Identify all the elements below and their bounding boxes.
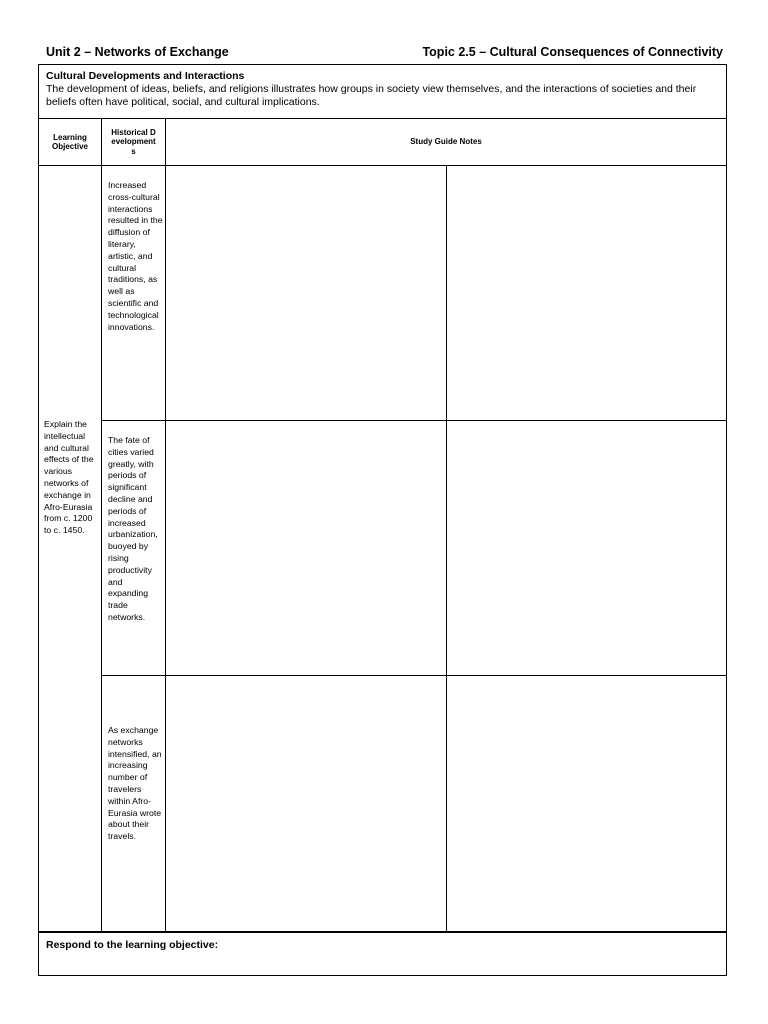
page-header	[46, 45, 723, 63]
study-guide-table	[39, 119, 726, 931]
respond-label: Respond to the learning objective:	[46, 939, 219, 951]
intro-section	[39, 65, 726, 119]
notes-cell-row1-left[interactable]	[166, 166, 446, 420]
study-guide-sheet	[38, 64, 727, 976]
notes-cell-row3-right[interactable]	[447, 676, 726, 931]
notes-cell-row2-right[interactable]	[447, 421, 726, 675]
column-header-learning-objective: Learning Objective	[51, 132, 88, 151]
column-header-study-guide-notes: Study Guide Notes	[410, 137, 482, 147]
respond-section[interactable]	[39, 931, 726, 977]
notes-cell-row1-right[interactable]	[447, 166, 726, 420]
historical-development-1: Increased cross-cultural interactions resulted in the diffusion of literary, artistic, and cultural traditions, as well as scientific and technological innovations.	[108, 180, 163, 332]
column-header-historical-developments: Historical Developments	[111, 127, 156, 156]
col-divider-1	[101, 119, 102, 931]
intro-title: Cultural Developments and Interactions	[46, 70, 245, 82]
historical-development-2: The fate of cities varied greatly, with periods of significant decline and periods of increased urbanization, buoyed by rising productivity and expanding trade networks.	[108, 435, 158, 622]
historical-development-3: As exchange networks intensified, an increasing number of travelers within Afro-Eurasia wrote about their travels.	[108, 725, 162, 842]
learning-objective-text: Explain the intellectual and cultural effects of the various networks of exchange in Afro-Eurasia from c. 1200 to c. 1450.	[44, 419, 94, 536]
topic-title: Topic 2.5 – Cultural Consequences of Connectivity	[422, 45, 723, 59]
notes-cell-row3-left[interactable]	[166, 676, 446, 931]
intro-body: The development of ideas, beliefs, and religions illustrates how groups in society view themselves, and the interactions of societies and their beliefs often have political, social, and cultural implications.	[46, 83, 697, 108]
notes-cell-row2-left[interactable]	[166, 421, 446, 675]
unit-title: Unit 2 – Networks of Exchange	[46, 45, 229, 59]
